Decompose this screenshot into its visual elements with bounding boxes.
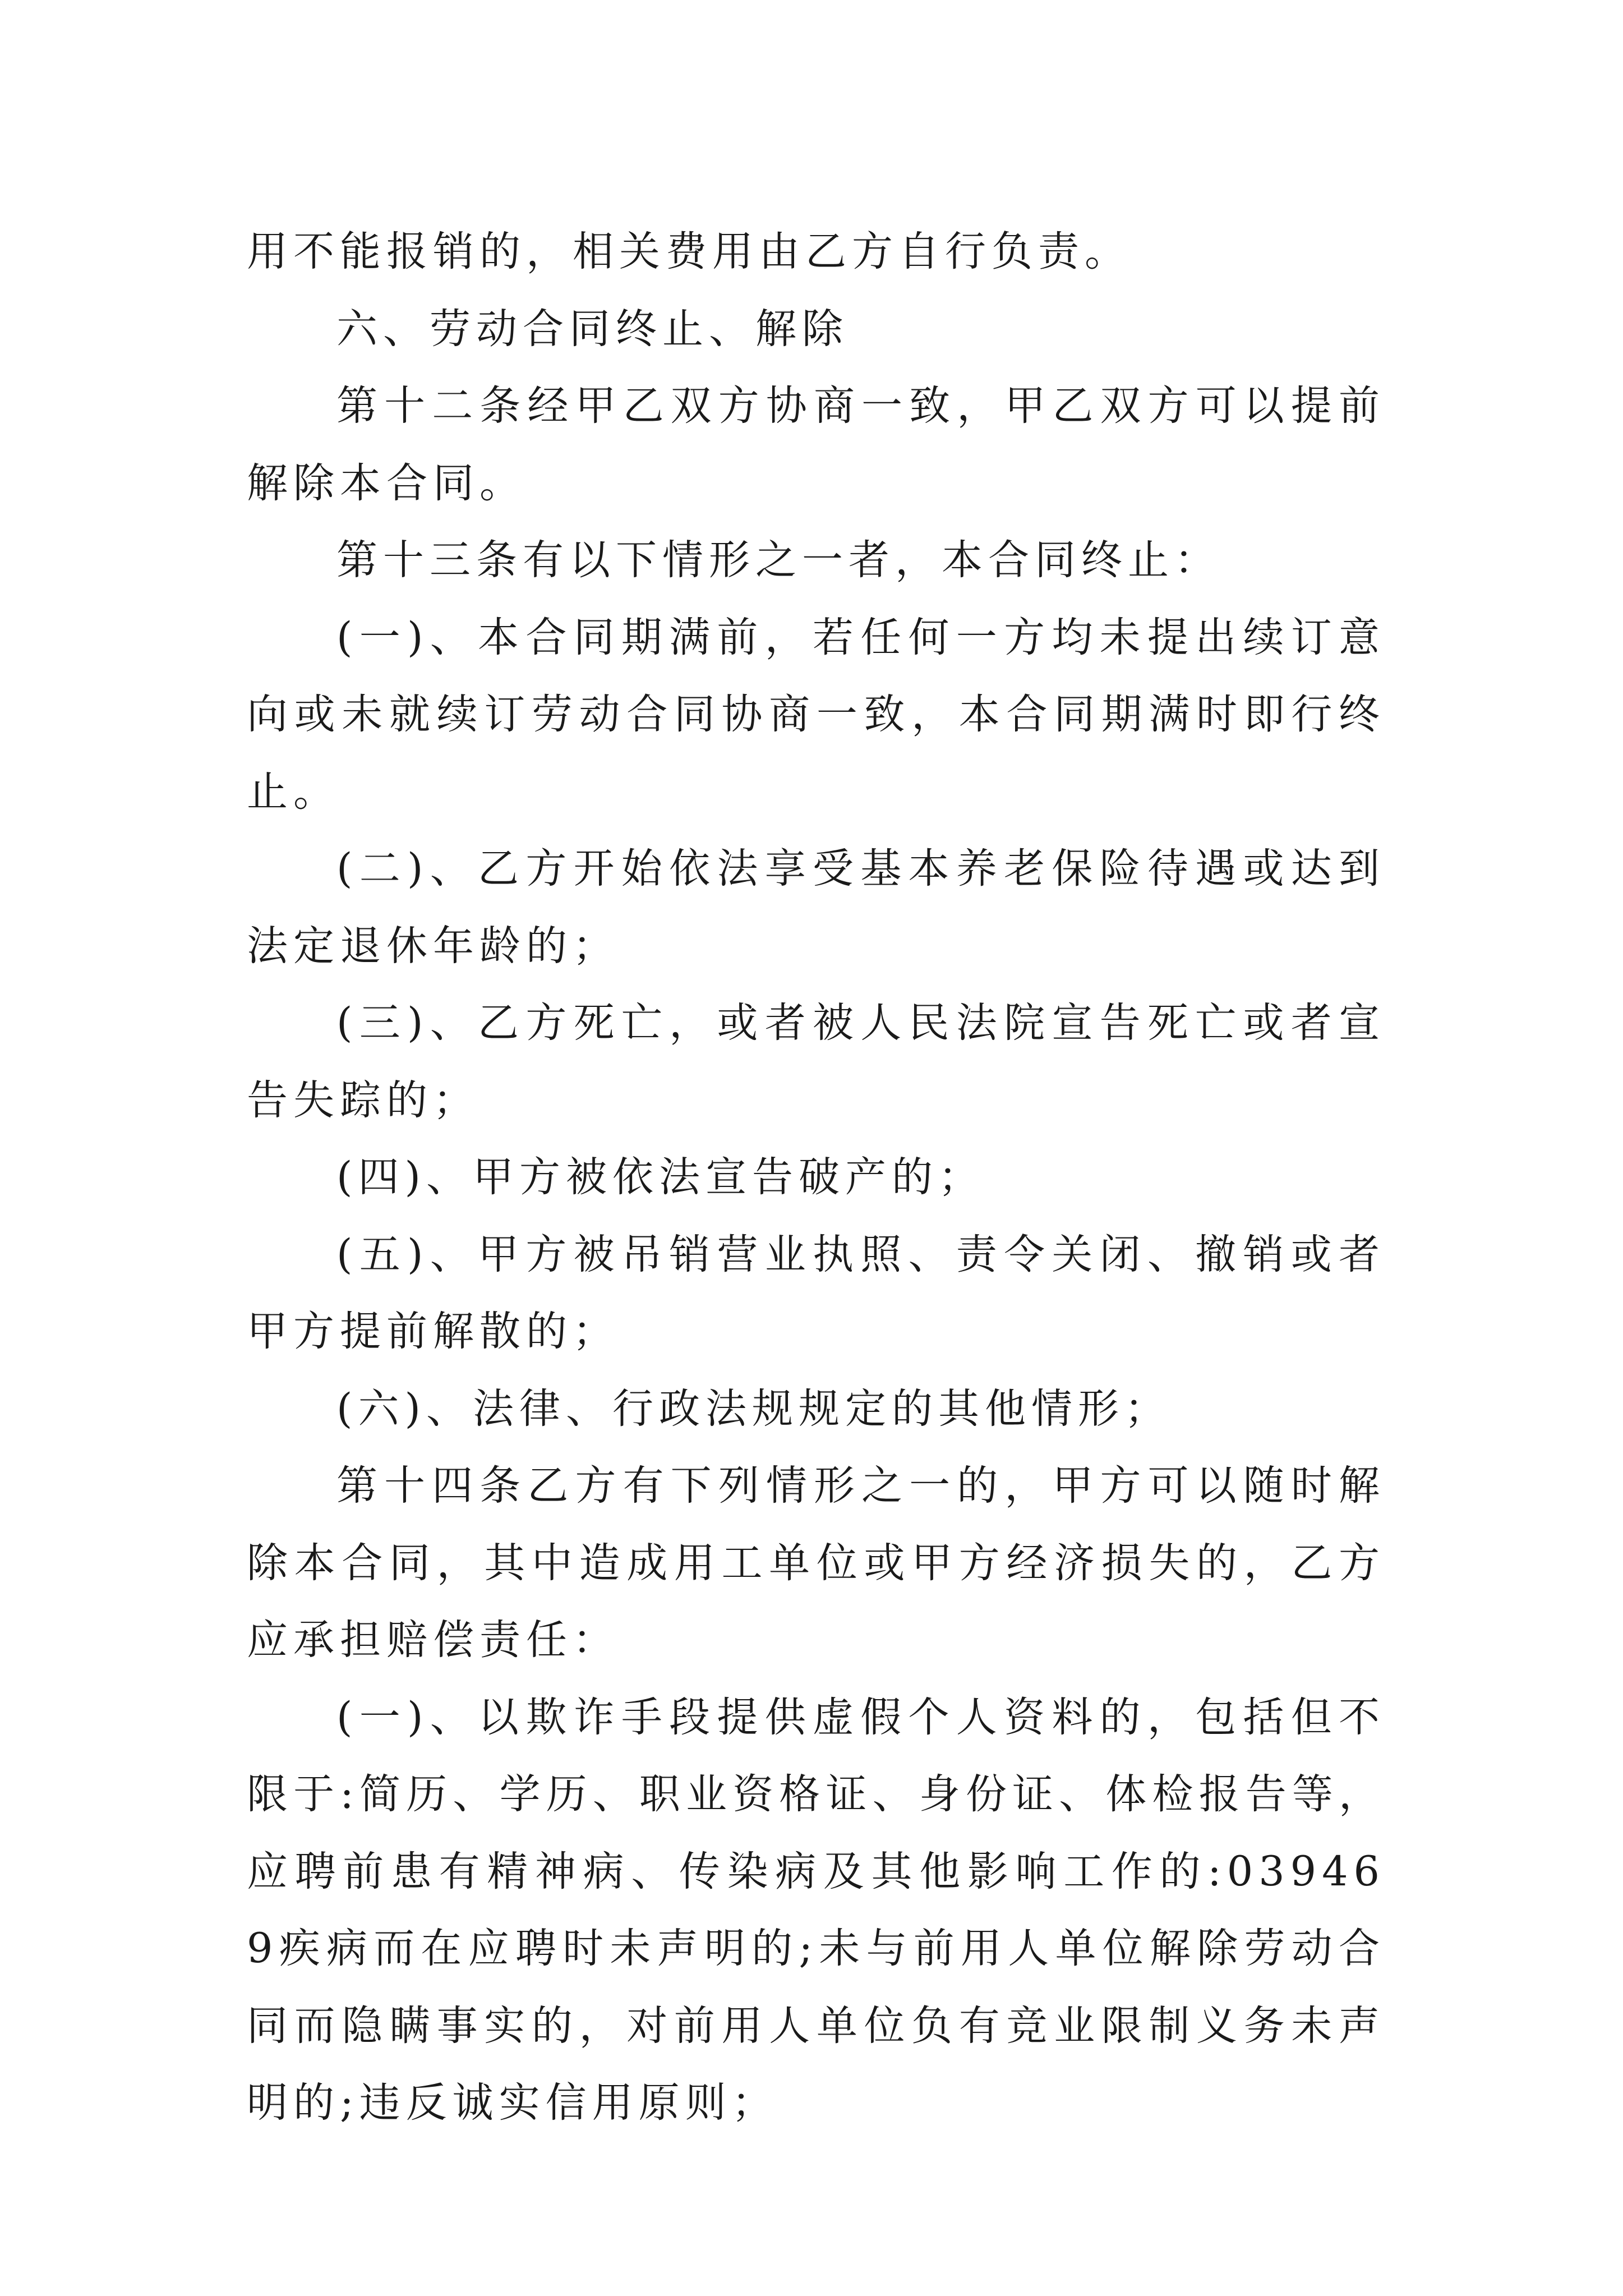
paragraph-continuation: 用不能报销的，相关费用由乙方自行负责。 xyxy=(247,228,1131,275)
article-14-item-1: (一)、以欺诈手段提供虚假个人资料的，包括但不限于:简历、学历、职业资格证、身份证、体检报告等，应聘前患有精神病、传染病及其他影响工作的:039469疾病而在应聘时未声明的;未与前用人单位解除劳动合同而隐瞒事实的，对前用人单位负有竞业限制义务未声明的;违反诚实信用原则； xyxy=(247,1693,1385,2127)
article-12: 第十二条经甲乙双方协商一致，甲乙双方可以提前解除本合同。 xyxy=(247,382,1385,507)
article-13-item-1: (一)、本合同期满前，若任何一方均未提出续订意向或未就续订劳动合同协商一致，本合同期满时即行终止。 xyxy=(247,613,1385,816)
article-13-item-5: (五)、甲方被吊销营业执照、责令关闭、撤销或者甲方提前解散的； xyxy=(247,1230,1385,1355)
article-13-item-2: (二)、乙方开始依法享受基本养老保险待遇或达到法定退休年龄的； xyxy=(247,845,1385,970)
article-13-item-3: (三)、乙方死亡，或者被人民法院宣告死亡或者宣告失踪的； xyxy=(247,999,1385,1124)
article-14: 第十四条乙方有下列情形之一的，甲方可以随时解除本合同，其中造成用工单位或甲方经济损失的，乙方应承担赔偿责任： xyxy=(247,1462,1385,1664)
article-13-item-4: (四)、甲方被依法宣告破产的； xyxy=(336,1153,985,1201)
section-heading-termination: 六、劳动合同终止、解除 xyxy=(336,305,849,353)
contract-body xyxy=(247,213,1385,2142)
article-13: 第十三条有以下情形之一者，本合同终止： xyxy=(336,536,1221,584)
article-13-item-6: (六)、法律、行政法规规定的其他情形； xyxy=(336,1384,1171,1433)
